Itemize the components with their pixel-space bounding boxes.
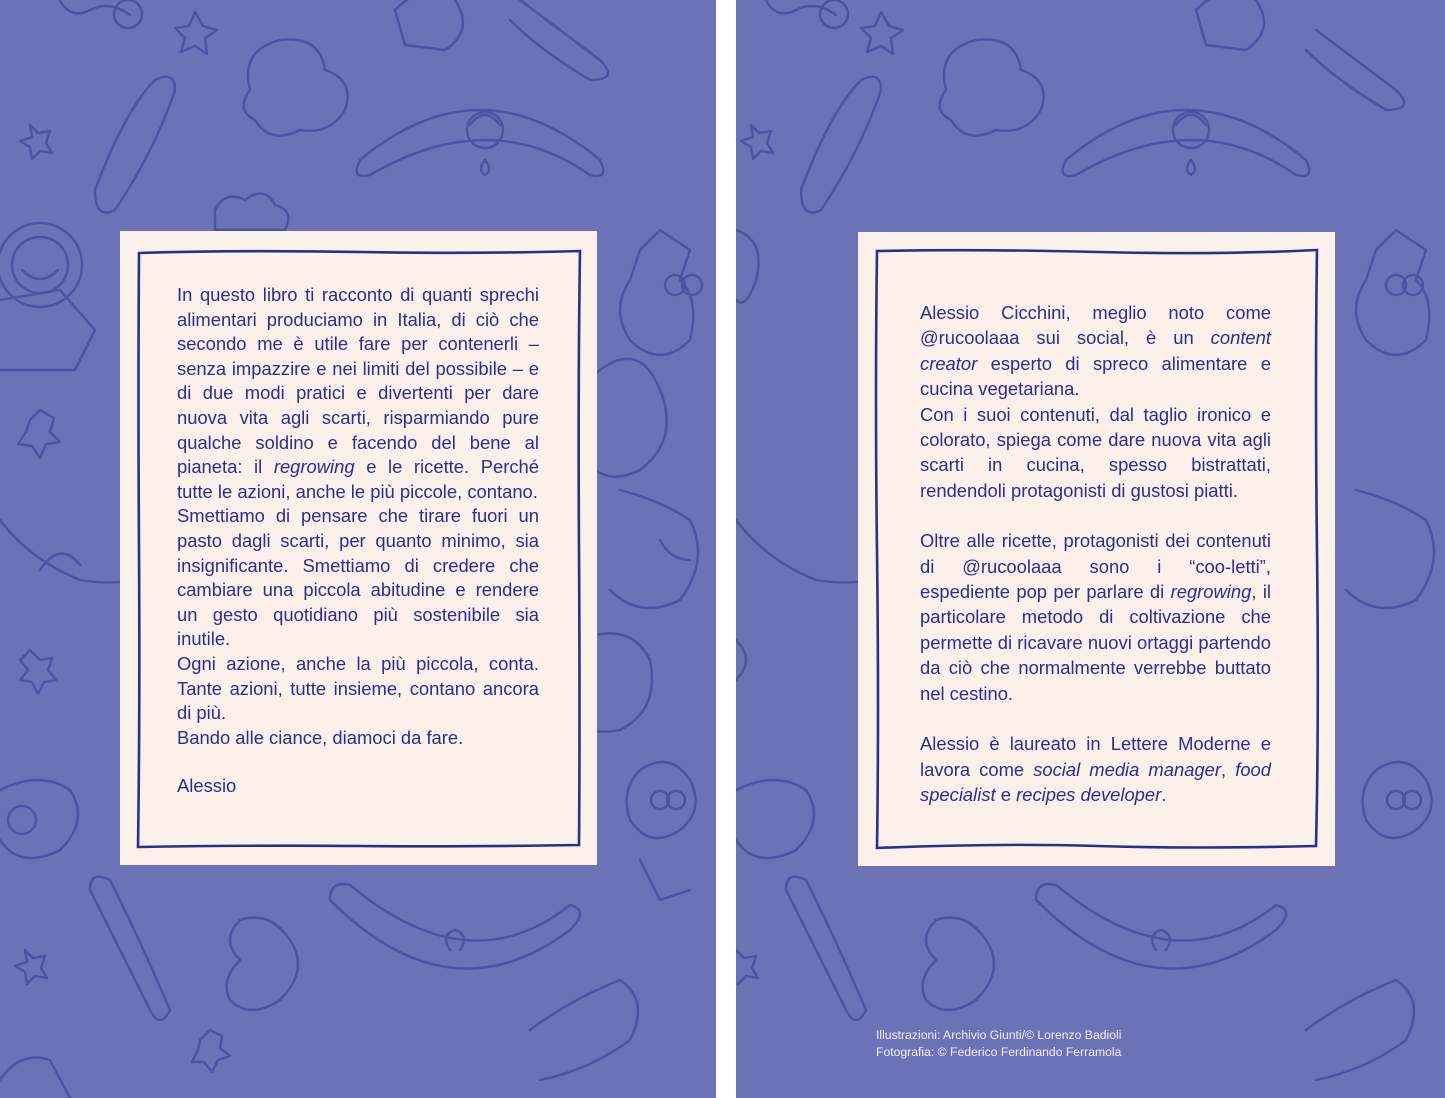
- italic-term: regrowing: [273, 456, 355, 478]
- italic-term: regrowing: [1170, 581, 1252, 603]
- italic-term: food specialist: [920, 758, 1271, 805]
- bio-paragraph: Oltre alle ricette, protagonisti dei contenuti di @rucoolaaa sono i “coo-letti”, espediente pop per parlare di regrowing, il particolare metodo di coltivazione che permette di ricavare nuovi ortaggi partendo da ciò che normalmente verrebbe buttato nel cestino.: [920, 530, 1271, 704]
- intro-card: [120, 231, 597, 865]
- italic-term: content creator: [920, 327, 1271, 374]
- illustration-credit: Illustrazioni: Archivio Giunti/© Lorenzo Badioli: [876, 1028, 1122, 1042]
- author-signature: Alessio: [177, 775, 237, 797]
- intro-paragraph: In questo libro ti racconto di quanti sprechi alimentari produciamo in Italia, di ciò che secondo me è utile fare per contenerli – senza impazzire e nei limiti del possibile – e di due modi pratici e divertenti per dare nuova vita agli scarti, risparmiando pure qualche soldino e facendo del bene al pianeta: il regrowing e le ricette. Perché tutte le azioni, anche le più piccole, contano.: [177, 284, 539, 502]
- photo-credit: Fotografia: © Federico Ferdinando Ferramola: [876, 1045, 1122, 1059]
- intro-paragraph: Smettiamo di pensare che tirare fuori un pasto dagli scarti, per quanto minimo, sia insignificante. Smettiamo di credere che cambiare una piccola abitudine e rendere un gesto quotidiano più sostenibile sia inutile.: [177, 505, 539, 650]
- intro-text: [177, 283, 539, 799]
- bio-paragraph: Con i suoi contenuti, dal taglio ironico e colorato, spiega come dare nuova vita agli scarti in cucina, spesso bistrattati, rendendoli protagonisti di gustosi piatti.: [920, 403, 1271, 501]
- right-page: [736, 0, 1445, 1098]
- bio-paragraph: Alessio è laureato in Lettere Moderne e lavora come social media manager, food specialist e recipes developer.: [920, 733, 1271, 805]
- author-bio-card: [858, 232, 1335, 866]
- italic-term: social media manager: [1033, 758, 1222, 780]
- intro-paragraph: Ogni azione, anche la più piccola, conta. Tante azioni, tutte insieme, contano ancora di più.: [177, 652, 539, 724]
- bio-text: [920, 300, 1271, 807]
- bio-paragraph: Alessio Cicchini, meglio noto come @rucoolaaa sui social, è un content creator esperto di spreco alimentare e cucina vegetariana.: [920, 302, 1271, 400]
- image-credits: [876, 1027, 1121, 1061]
- italic-term: recipes developer: [1016, 783, 1162, 805]
- left-page: [0, 0, 716, 1098]
- intro-paragraph: Bando alle ciance, diamoci da fare.: [177, 726, 464, 748]
